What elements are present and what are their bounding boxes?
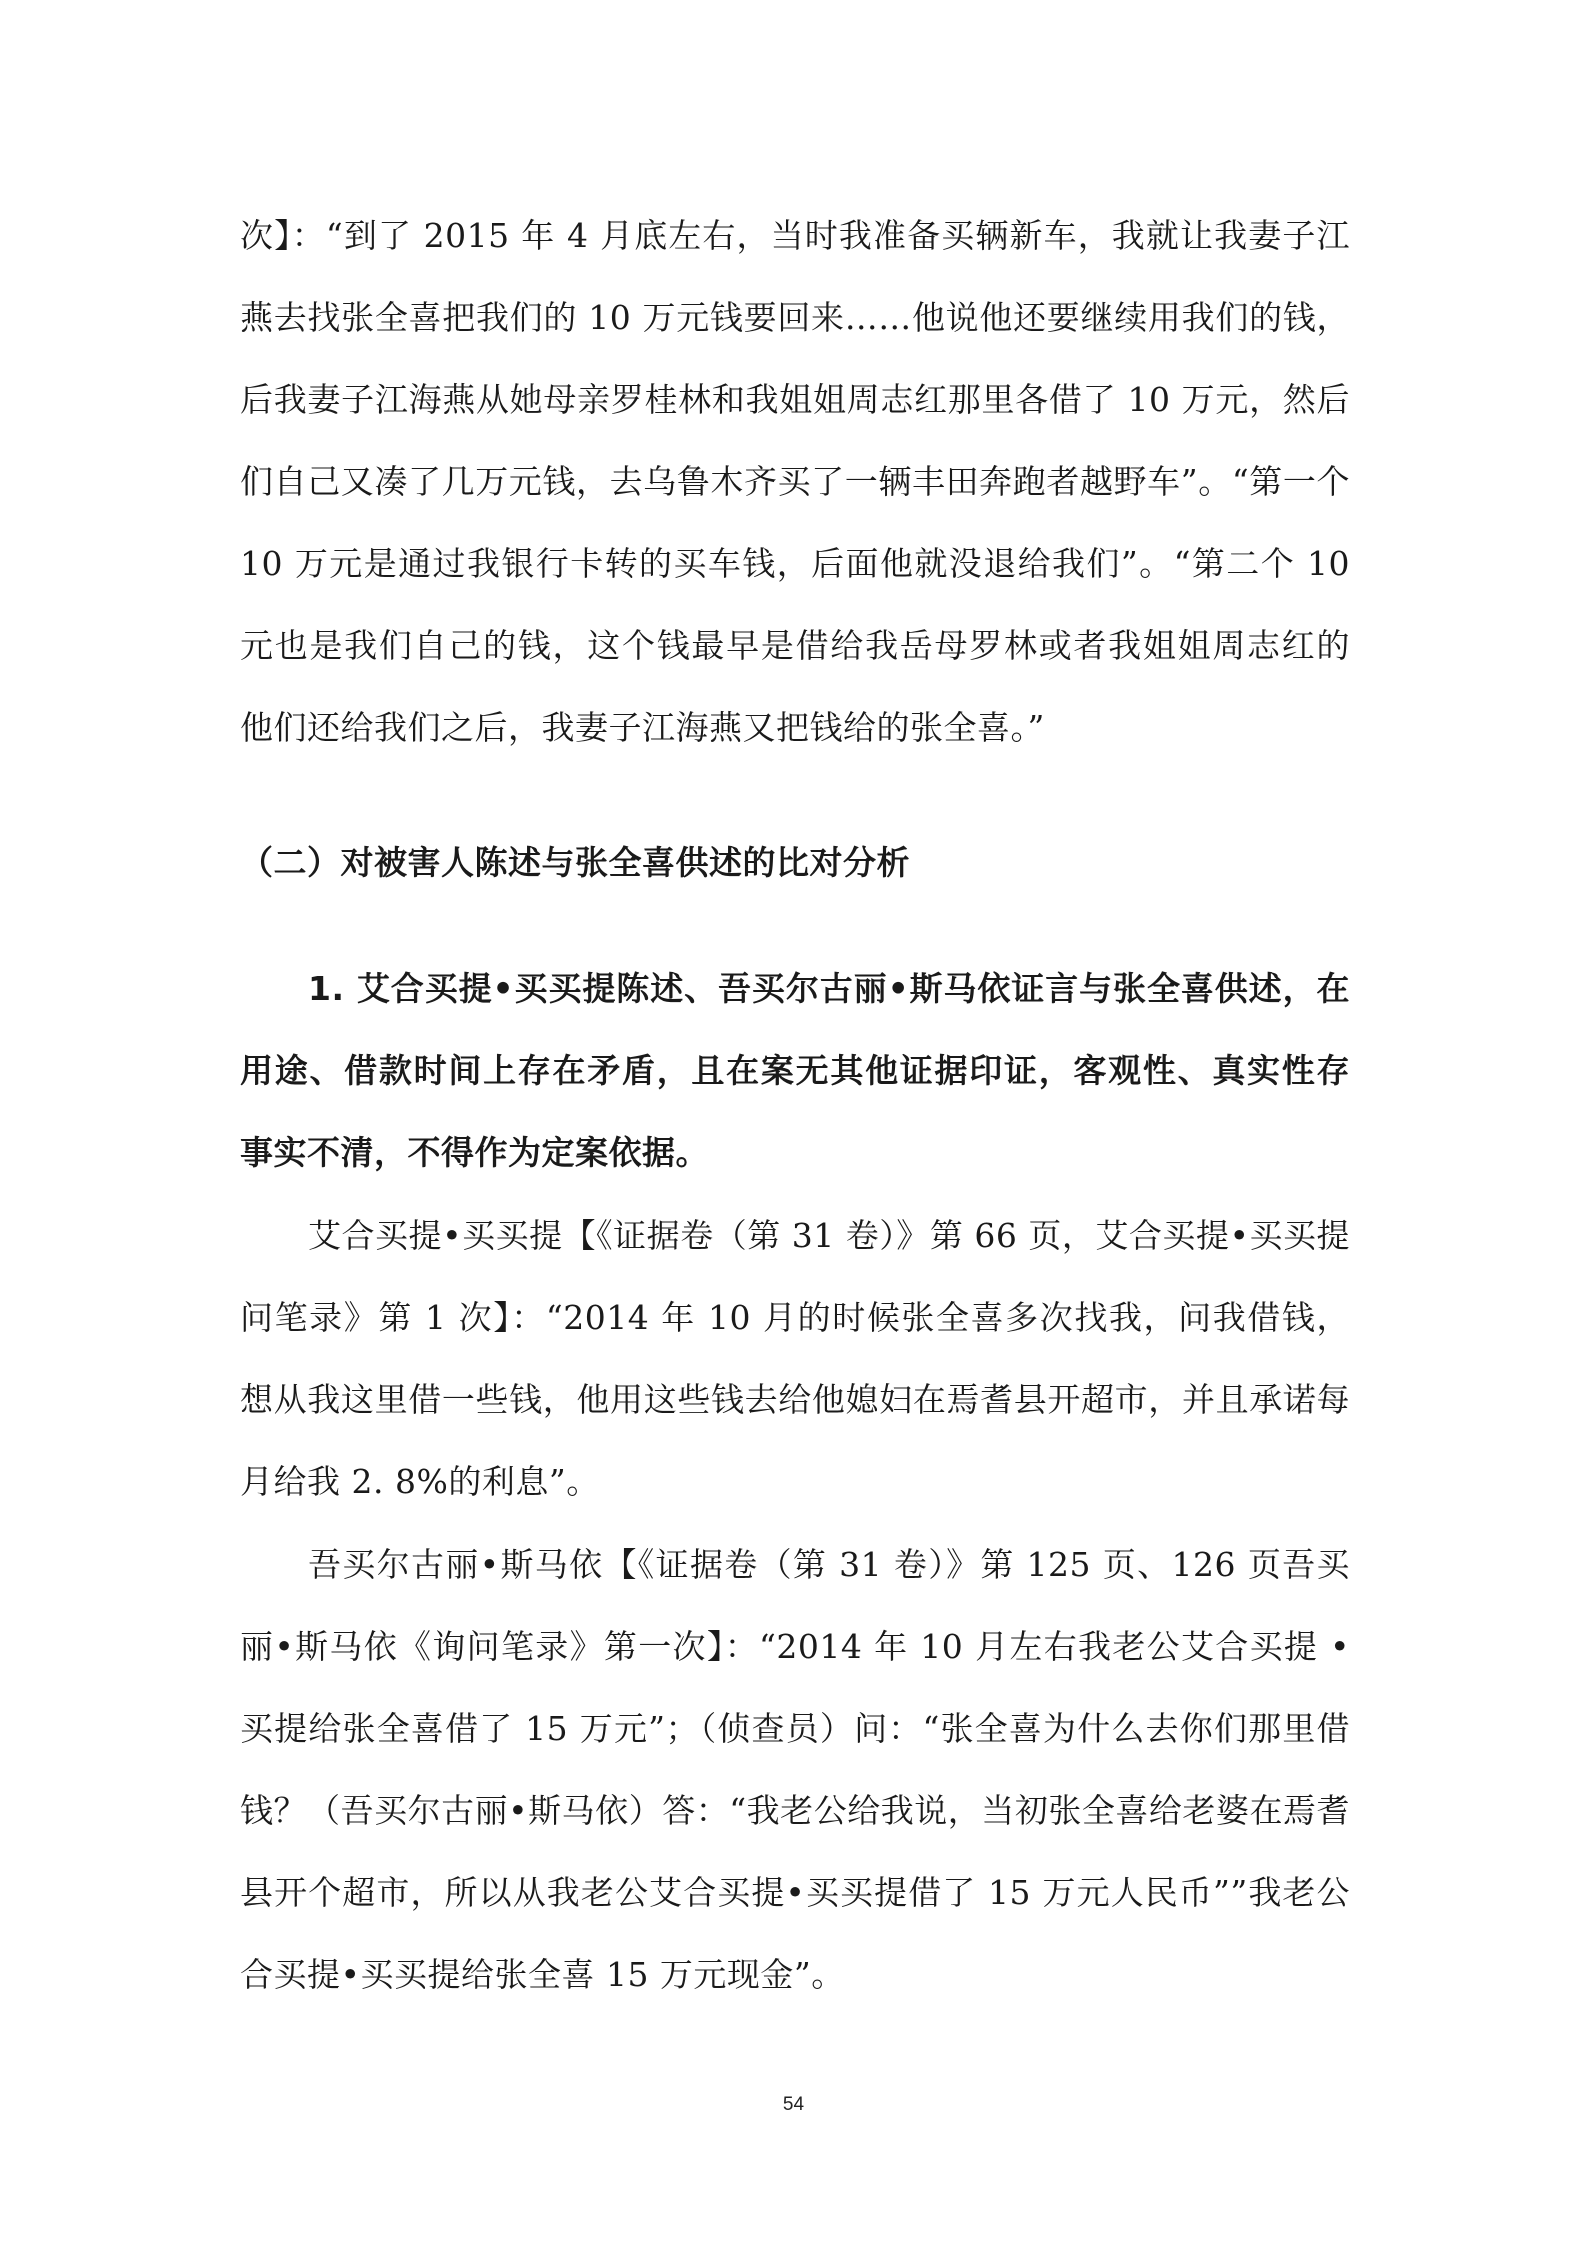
text-line: 艾合买提•买买提【《证据卷（第 31 卷）》第 66 页，艾合买提•买买提 bbox=[308, 1216, 1350, 1255]
text-line: 燕去找张全喜把我们的 10 万元钱要回来……他说他还要继续用我们的钱， bbox=[240, 298, 1350, 337]
text-line: 县开个超市，所以从我老公艾合买提•买买提借了 15 万元人民币””我老公 bbox=[240, 1873, 1350, 1912]
paragraph-conclusion-bold bbox=[240, 948, 1350, 1194]
text-line: 们自己又凑了几万元钱，去乌鲁木齐买了一辆丰田奔跑者越野车”。“第一个 bbox=[240, 462, 1350, 501]
text-line: 月给我 2. 8%的利息”。 bbox=[240, 1462, 600, 1501]
paragraph-testimony-continuation bbox=[240, 195, 1350, 769]
paragraph-victim-statement bbox=[240, 1195, 1350, 1523]
text-line: 问笔录》第 1 次】：“2014 年 10 月的时候张全喜多次找我，问我借钱， bbox=[240, 1298, 1350, 1337]
text-line: 买提给张全喜借了 15 万元”；（侦查员）问：“张全喜为什么去你们那里借 bbox=[240, 1709, 1350, 1748]
text-line: 他们还给我们之后，我妻子江海燕又把钱给的张全喜。” bbox=[240, 708, 1045, 747]
page-number: 54 bbox=[782, 2094, 805, 2115]
text-line: 后我妻子江海燕从她母亲罗桂林和我姐姐周志红那里各借了 10 万元，然后 bbox=[240, 380, 1350, 419]
section-heading-text: （二）对被害人陈述与张全喜供述的比对分析 bbox=[240, 843, 910, 882]
text-line: 事实不清，不得作为定案依据。 bbox=[240, 1133, 709, 1172]
paragraph-witness-testimony bbox=[240, 1524, 1350, 2016]
text-line: 10 万元是通过我银行卡转的买车钱，后面他就没退给我们”。“第二个 10 bbox=[240, 544, 1350, 583]
text-line: 钱？（吾买尔古丽•斯马依）答：“我老公给我说，当初张全喜给老婆在焉耆 bbox=[240, 1791, 1350, 1830]
text-line: 合买提•买买提给张全喜 15 万元现金”。 bbox=[240, 1955, 845, 1994]
text-line: 吾买尔古丽•斯马依【《证据卷（第 31 卷）》第 125 页、126 页吾买 bbox=[308, 1545, 1350, 1584]
text-line: 用途、借款时间上存在矛盾，且在案无其他证据印证，客观性、真实性存 bbox=[240, 1051, 1350, 1090]
section-heading bbox=[240, 822, 1350, 904]
text-line: 想从我这里借一些钱，他用这些钱去给他媳妇在焉耆县开超市，并且承诺每 bbox=[240, 1380, 1350, 1419]
text-line: 元也是我们自己的钱，这个钱最早是借给我岳母罗林或者我姐姐周志红的 bbox=[240, 626, 1350, 665]
text-line: 1. 艾合买提•买买提陈述、吾买尔古丽•斯马依证言与张全喜供述，在 bbox=[308, 969, 1350, 1008]
text-line: 丽•斯马依《询问笔录》第一次】：“2014 年 10 月左右我老公艾合买提 • bbox=[240, 1627, 1350, 1666]
text-line: 次】：“到了 2015 年 4 月底左右，当时我准备买辆新车，我就让我妻子江 bbox=[240, 216, 1350, 255]
